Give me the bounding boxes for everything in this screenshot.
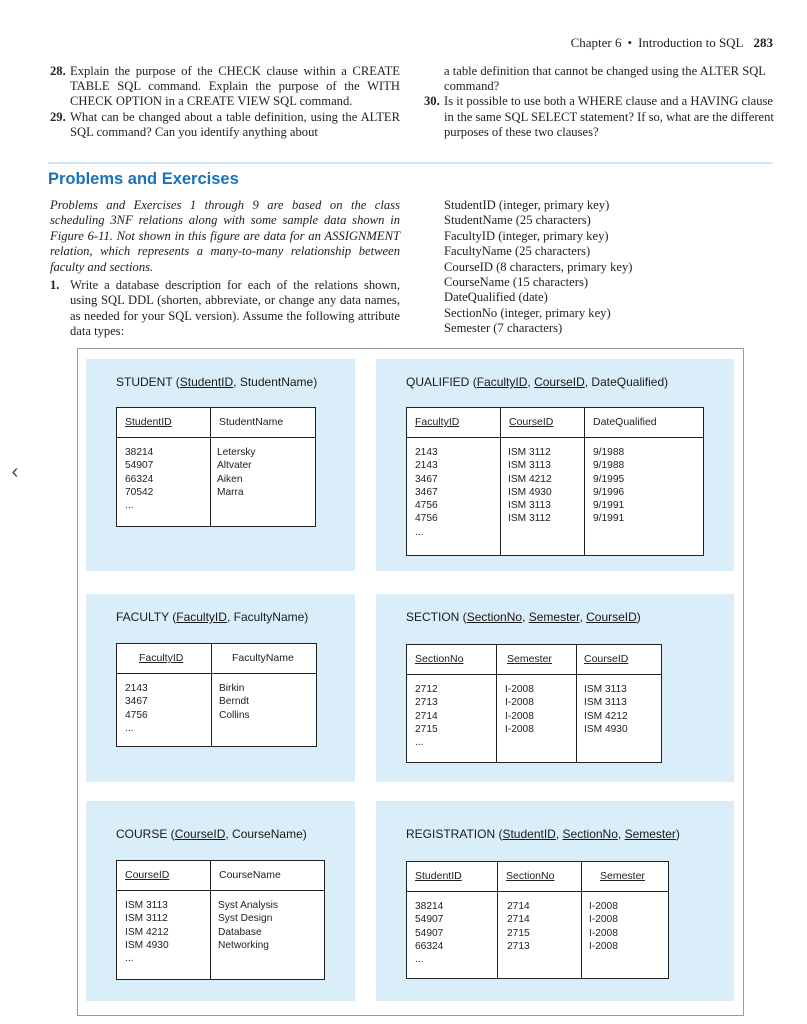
panel-registration [376, 801, 734, 1001]
key-attribute: Semester [528, 610, 580, 624]
attribute-type: FacultyID (integer, primary key) [444, 228, 609, 243]
questions-left [50, 64, 400, 140]
column-values: ISM 3113 ISM 3113 ISM 4212 ISM 4930 [584, 684, 628, 735]
relation-name: REGISTRATION [406, 827, 496, 841]
table-column [117, 644, 211, 746]
column-header: FacultyID [415, 416, 460, 428]
attribute-type: FacultyName (25 characters) [444, 244, 591, 259]
relation-title-student: STUDENT (StudentID, StudentName) [116, 375, 318, 389]
column-header: CourseName [219, 869, 281, 881]
table-registration [406, 861, 669, 979]
column-values: ISM 3113 ISM 3112 ISM 4212 ISM 4930 ... [125, 900, 169, 965]
chapter-title: Introduction to SQL [638, 35, 744, 50]
table-column [576, 645, 661, 762]
section-divider [48, 162, 773, 164]
column-header: StudentID [125, 416, 172, 428]
key-attribute: CourseID [174, 827, 226, 841]
key-attribute: Semester [624, 827, 676, 841]
relation-title-course: COURSE (CourseID, CourseName) [116, 827, 307, 841]
question-number: 29. [50, 109, 66, 124]
question-29 [50, 110, 400, 140]
exercise-number: 1. [50, 278, 60, 292]
table-column [581, 862, 668, 978]
table-column [117, 861, 210, 979]
column-header: SectionNo [506, 870, 555, 882]
page-number: 283 [753, 35, 773, 50]
section-title: Problems and Exercises [48, 170, 239, 188]
attribute: DateQualified [591, 375, 665, 389]
attribute: StudentName [239, 375, 314, 389]
column-values: Birkin Berndt Collins [219, 683, 250, 721]
relation-name: COURSE [116, 827, 168, 841]
column-header: CourseID [584, 653, 629, 665]
panel-student [86, 359, 355, 571]
exercise-1-body [50, 278, 400, 340]
attribute-type: SectionNo (integer, primary key) [444, 305, 611, 320]
bullet-separator: • [627, 35, 633, 50]
key-attribute: SectionNo [562, 827, 618, 841]
question-28 [50, 64, 400, 110]
table-qualified [406, 407, 704, 556]
table-column [407, 408, 500, 555]
panel-qualified [376, 359, 734, 571]
key-attribute: FacultyID [476, 375, 528, 389]
panel-section [376, 594, 734, 782]
chapter-label: Chapter 6 [570, 35, 622, 50]
column-header: StudentID [415, 870, 462, 882]
column-header: CourseID [125, 869, 170, 881]
relation-name: STUDENT [116, 375, 173, 389]
column-header: StudentName [219, 416, 284, 428]
running-head [571, 35, 773, 51]
attribute-type: CourseID (8 characters, primary key) [444, 259, 633, 274]
column-values: 38214 54907 66324 70542 ... [125, 447, 154, 512]
table-column [117, 408, 210, 526]
relation-title-section: SECTION (SectionNo, Semester, CourseID) [406, 610, 641, 624]
column-values: 2143 3467 4756 ... [125, 683, 148, 734]
column-values: Syst Analysis Syst Design Database Networking [218, 900, 279, 951]
relations-figure [77, 348, 744, 1016]
column-values: ISM 3112 ISM 3113 ISM 4212 ISM 4930 ISM 3113 ISM 3112 [508, 447, 552, 525]
column-header: Semester [600, 870, 645, 882]
key-attribute: CourseID [534, 375, 585, 389]
question-text: Is it possible to use both a WHERE clause and a HAVING clause in the same SQL SELECT statement? If so, what are the different purposes of these two clauses? [444, 94, 774, 139]
attribute: FacultyName [233, 610, 305, 624]
relation-name: QUALIFIED [406, 375, 470, 389]
table-column [500, 408, 585, 555]
chevron-left-icon[interactable]: ‹ [4, 460, 26, 484]
table-column [210, 408, 315, 526]
column-header: CourseID [509, 416, 554, 428]
relation-title-registration: REGISTRATION (StudentID, SectionNo, Semester) [406, 827, 680, 841]
table-column [584, 408, 703, 555]
table-column [407, 645, 496, 762]
question-number: 30. [424, 94, 440, 109]
question-text: a table definition that cannot be changed using the ALTER SQL command? [444, 64, 766, 94]
question-number: 28. [50, 64, 66, 78]
relation-name: SECTION [406, 610, 460, 624]
column-values: 2712 2713 2714 2715 ... [415, 684, 438, 749]
panel-course [86, 801, 355, 1001]
table-student [116, 407, 316, 527]
column-header: FacultyID [139, 652, 184, 664]
questions-right [424, 64, 774, 140]
column-values: 2143 2143 3467 3467 4756 4756 ... [415, 447, 438, 538]
question-29-continued [424, 64, 774, 94]
question-text: What can be changed about a table definition, using the ALTER SQL command? Can you identify anything about [70, 109, 400, 139]
column-header: Semester [507, 653, 552, 665]
attribute-type: Semester (7 characters) [444, 321, 563, 336]
attribute-type: CourseName (15 characters) [444, 275, 589, 290]
attribute-type: StudentName (25 characters) [444, 213, 591, 228]
table-section [406, 644, 662, 763]
key-attribute: StudentID [502, 827, 556, 841]
table-column [496, 645, 577, 762]
table-column [211, 644, 316, 746]
exercises-intro: Problems and Exercises 1 through 9 are based on the class scheduling 3NF relations along with some sample data shown in Figure 6-11. Not shown in this figure are data for an ASSIGNMENT relation, which represents a many-to-many relationship between faculty and sections. [50, 198, 400, 274]
relation-title-qualified: QUALIFIED (FacultyID, CourseID, DateQualified) [406, 375, 669, 389]
attribute-type: StudentID (integer, primary key) [444, 198, 610, 212]
column-values: I-2008 I-2008 I-2008 I-2008 [505, 684, 534, 735]
key-attribute: CourseID [586, 610, 637, 624]
attribute-type: DateQualified (date) [444, 290, 548, 305]
key-attribute: StudentID [179, 375, 234, 389]
key-attribute: FacultyID [176, 610, 227, 624]
key-attribute: SectionNo [466, 610, 523, 624]
exercise-text: Write a database description for each of the relations shown, using SQL DDL (shorten, abbreviate, or change any data names, as needed for your SQL version). Assume the following attribute data types: [70, 278, 400, 339]
table-course [116, 860, 325, 980]
attribute-types-list [444, 198, 632, 337]
attribute: CourseName [232, 827, 303, 841]
table-column [407, 862, 497, 978]
column-values: Letersky Altvater Aiken Marra [217, 447, 256, 498]
question-text: Explain the purpose of the CHECK clause within a CREATE TABLE SQL command. Explain the purpose of the WITH CHECK OPTION in a CREATE VIEW SQL command. [70, 64, 400, 109]
column-header: SectionNo [415, 653, 464, 665]
column-values: 38214 54907 54907 66324 ... [415, 901, 444, 966]
column-header: FacultyName [232, 652, 294, 664]
column-values: I-2008 I-2008 I-2008 I-2008 [589, 901, 618, 952]
question-30 [424, 94, 774, 140]
exercise-1 [50, 278, 400, 340]
table-column [497, 862, 582, 978]
column-header: DateQualified [593, 416, 657, 428]
relation-title-faculty: FACULTY (FacultyID, FacultyName) [116, 610, 309, 624]
relation-name: FACULTY [116, 610, 169, 624]
table-column [210, 861, 324, 979]
column-values: 2714 2714 2715 2713 [507, 901, 530, 952]
column-values: 9/1988 9/1988 9/1995 9/1996 9/1991 9/1991 [593, 447, 625, 525]
panel-faculty [86, 594, 355, 782]
table-faculty [116, 643, 317, 747]
